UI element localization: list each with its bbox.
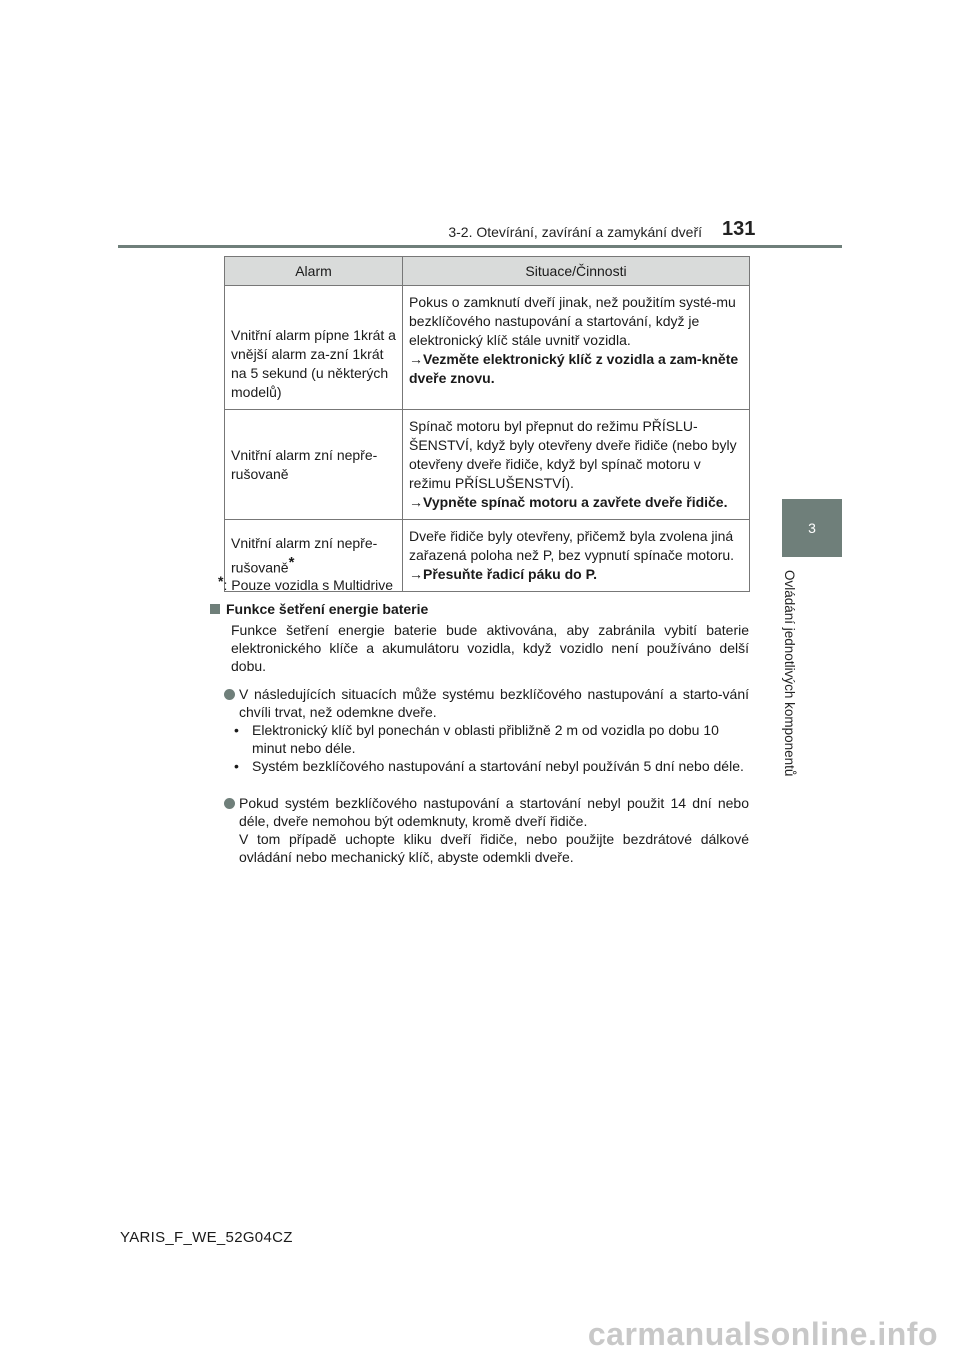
action-text: →Vypněte spínač motoru a zavřete dveře řidiče. (409, 494, 728, 510)
footer-code: YARIS_F_WE_52G04CZ (120, 1229, 293, 1246)
section-header: 3-2. Otevírání, zavírání a zamykání dveří (448, 224, 702, 240)
action-text: →Vezměte elektronický klíč z vozidla a zam-kněte dveře znovu. (409, 351, 739, 386)
table-row (225, 286, 750, 410)
situation-text: Pokus o zamknutí dveří jinak, než použitím systé-mu bezklíčového nastupování a startování, když je elektronický klíč stále uvnitř vozidla. (409, 294, 736, 348)
chapter-number: 3 (808, 520, 816, 536)
situation-text: Dveře řidiče byly otevřeny, přičemž byla zvolena jiná zařazená poloha než P, bez vypnutí spínače motoru. (409, 528, 735, 563)
dot-icon: • (234, 758, 239, 774)
footnote: *: Pouze vozidla s Multidrive (218, 573, 394, 593)
table-header-alarm: Alarm (225, 257, 403, 286)
chapter-side-label (782, 570, 827, 800)
table-cell-situation (403, 410, 750, 520)
square-bullet-icon (210, 604, 220, 614)
section-heading: Funkce šetření energie baterie (210, 601, 428, 617)
table-cell-situation (403, 520, 750, 592)
table-header-situation: Situace/Činnosti (403, 257, 750, 286)
chapter-tab (782, 499, 842, 557)
watermark: carmanualsonline.info (587, 1316, 938, 1352)
bullet-item: V následujících situacích může systému bezklíčového nastupování a starto-vání chvíli trvat, než odemkne dveře. (224, 685, 749, 721)
table-row (225, 410, 750, 520)
footnote-mark: * (288, 553, 295, 571)
table-header-row (225, 257, 750, 286)
alarm-table (224, 256, 750, 592)
chapter-title: Ovládání jednotlivých komponentů (782, 570, 797, 777)
page-number: 131 (722, 218, 756, 240)
table-cell-situation (403, 286, 750, 410)
situation-text: Spínač motoru byl přepnut do režimu PŘÍSLU-ŠENSTVÍ, když byly otevřeny dveře řidiče (nebo byly otevřeny dveře řidiče, když byl spínač motoru v režimu PŘÍSLUŠENSTVÍ). (409, 418, 737, 491)
section-intro: Funkce šetření energie baterie bude aktivována, aby zabránila vybití baterie elektronického klíče a akumulátoru vozidla, když vozidlo není používáno delší dobu. (231, 622, 749, 674)
dot-icon: • (234, 722, 239, 738)
circle-bullet-icon (224, 689, 235, 700)
sub-item: • Systém bezklíčového nastupování a startování nebyl používán 5 dní nebo déle. (234, 758, 744, 774)
action-text: →Přesuňte řadicí páku do P. (409, 566, 598, 582)
sub-item: • Elektronický klíč byl ponechán v oblasti přibližně 2 m od vozidla po dobu 10 minut nebo déle. (234, 722, 719, 756)
table-cell-alarm: Vnitřní alarm zní nepře-rušovaně (225, 410, 403, 520)
table-cell-alarm: Vnitřní alarm zní nepře-rušovaně* (225, 520, 403, 592)
header-rule (118, 245, 842, 248)
table-cell-alarm: Vnitřní alarm pípne 1krát a vnější alarm za-zní 1krát na 5 sekund (u některých modelů) (225, 286, 403, 410)
circle-bullet-icon (224, 798, 235, 809)
bullet-item: Pokud systém bezklíčového nastupování a startování nebyl použit 14 dní nebo déle, dveře nemohou být odemknuty, kromě dveří řidiče. V tom případě uchopte kliku dveří řidiče, nebo použijte bezdrátové dálkové ovládání nebo mechanický klíč, abyste odemkli dveře. (224, 794, 749, 866)
